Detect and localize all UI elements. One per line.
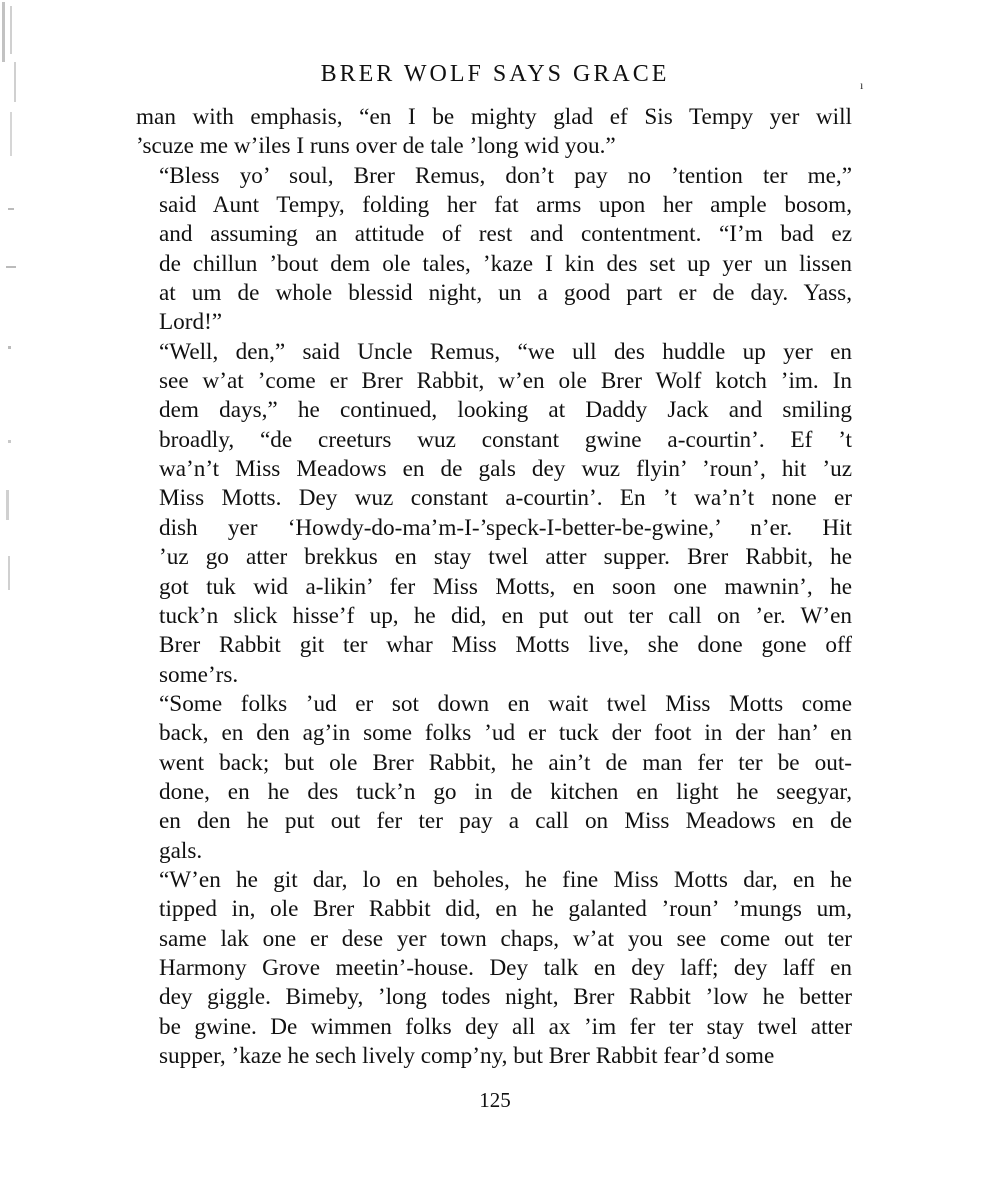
text-line: went back; but ole Brer Rabbit, he ain’t de man fer ter be out- [159,749,852,776]
text-line: Harmony Grove meetin’-house. Dey talk en dey laff; dey laff en [159,954,852,981]
header-mark: ı [860,78,864,92]
paragraph [136,690,852,866]
text-line: Brer Rabbit git ter whar Miss Motts live, she done gone off [159,632,852,659]
text-line: broadly, “de creeturs wuz constant gwine a-courtin’. Ef ’t [159,426,852,453]
text-line: dem days,” he continued, looking at Daddy Jack and smiling [159,397,852,424]
running-head: BRER WOLF SAYS GRACE [320,61,670,87]
text-line: some’rs. [159,661,239,688]
text-line: said Aunt Tempy, folding her fat arms upon her ample bosom, [159,192,852,219]
paragraph [136,103,852,162]
text-line: same lak one er dese yer town chaps, w’at you see come out ter [159,925,852,952]
text-line: supper, ’kaze he sech lively comp’ny, but Brer Rabbit fear’d some [159,1043,775,1069]
text-line: tuck’n slick hisse’f up, he did, en put out ter call on ’er. W’en [159,602,852,629]
text-line: dey giggle. Bimeby, ’long todes night, Brer Rabbit ’low he better [159,984,852,1011]
text-line: “W’en he git dar, lo en beholes, he fine Miss Motts dar, en he [159,866,852,893]
text-line: see w’at ’come er Brer Rabbit, w’en ole Brer Wolf kotch ’im. In [159,368,852,395]
text-line: be gwine. De wimmen folks dey all ax ’im fer ter stay twel atter [159,1013,852,1040]
text-line: Miss Motts. Dey wuz constant a-courtin’. En ’t wa’n’t none er [159,485,852,512]
text-line: ’uz go atter brekkus en stay twel atter supper. Brer Rabbit, he [159,544,852,571]
text-line: back, en den ag’in some folks ’ud er tuck der foot in der han’ en [159,720,852,747]
text-line: at um de whole blessid night, un a good part er de day. Yass, [159,280,852,307]
scan-margin-artifacts [0,0,30,620]
text-line: got tuk wid a-likin’ fer Miss Motts, en soon one mawnin’, he [159,573,852,600]
page-body [136,103,852,1071]
text-line: done, en he des tuck’n go in de kitchen en light he seegyar, [159,778,852,805]
text-line: Lord!” [159,309,223,336]
text-line: “Bless yo’ soul, Brer Remus, don’t pay no ’tention ter me,” [159,162,852,189]
text-line: wa’n’t Miss Meadows en de gals dey wuz flyin’ ’roun’, hit ’uz [159,456,852,483]
paragraph [136,338,852,690]
text-line: gals. [159,837,203,864]
text-line: tipped in, ole Brer Rabbit did, en he galanted ’roun’ ’mungs um, [159,896,852,923]
paragraph [136,162,852,338]
page-number: 125 [479,1088,511,1112]
text-line: dish yer ‘Howdy-do-ma’m-I-’speck-I-better-be-gwine,’ n’er. Hit [159,514,852,541]
text-line: en den he put out fer ter pay a call on Miss Meadows en de [159,808,852,835]
text-line: “Well, den,” said Uncle Remus, “we ull des huddle up yer en [159,338,852,365]
text-line: de chillun ’bout dem ole tales, ’kaze I kin des set up yer un lissen [159,250,852,277]
text-line: and assuming an attitude of rest and contentment. “I’m bad ez [159,221,852,248]
text-line: ’scuze me w’iles I runs over de tale ’long wid you.” [136,133,616,160]
text-line: “Some folks ’ud er sot down en wait twel Miss Motts come [159,690,852,717]
text-line: man with emphasis, “en I be mighty glad ef Sis Tempy yer will [136,104,852,130]
paragraph [136,866,852,1071]
